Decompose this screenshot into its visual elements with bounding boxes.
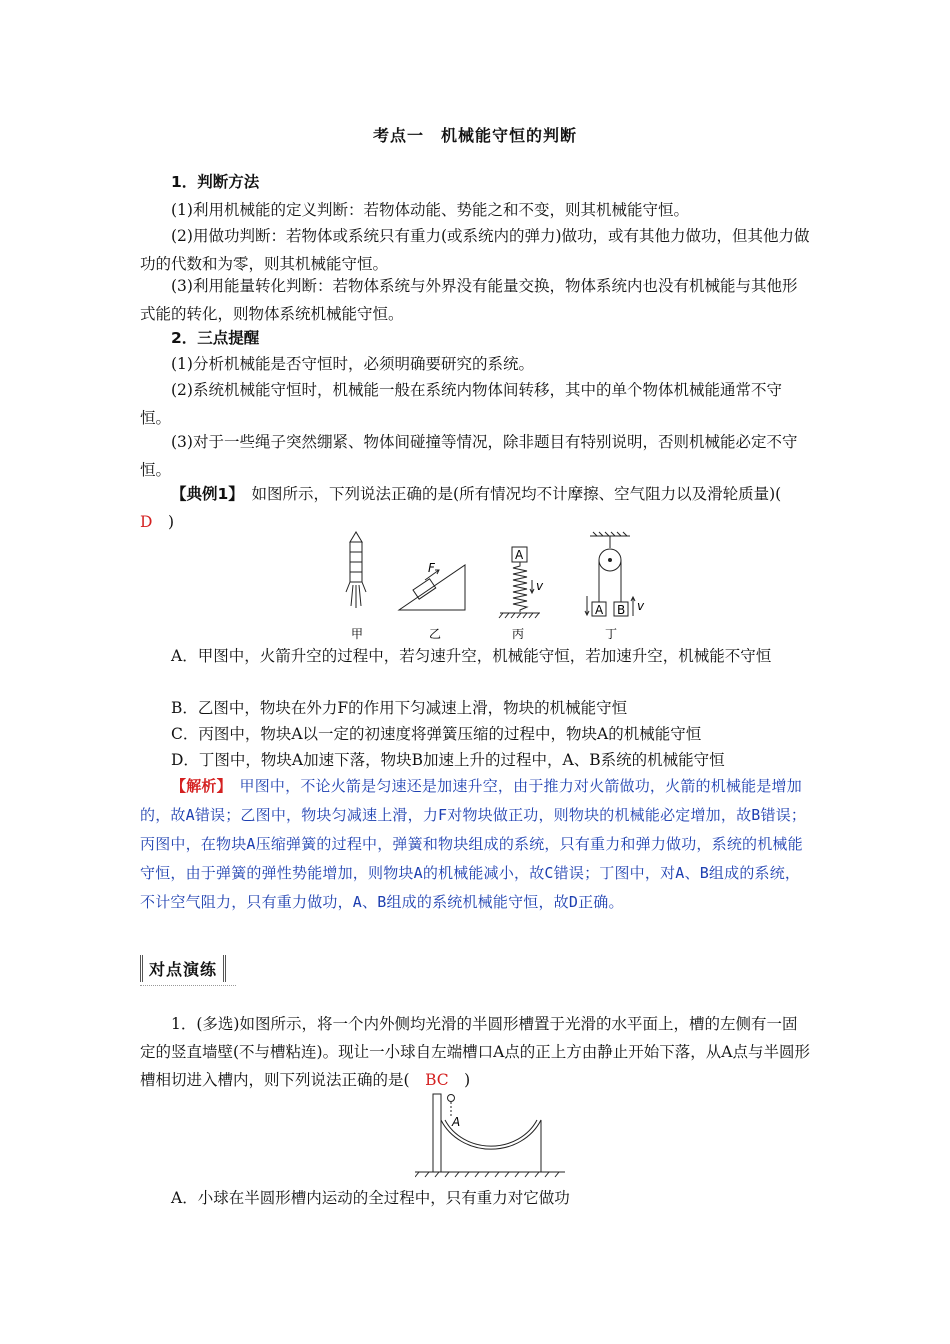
- question1-answer: BC: [425, 1071, 449, 1089]
- section2-item-1: (1)分析机械能是否守恒时，必须明确要研究的系统。: [171, 355, 534, 373]
- pulley-diagram: [585, 532, 635, 616]
- section1-heading: 1．判断方法: [171, 173, 260, 191]
- question1-figure: [415, 1090, 565, 1180]
- question1-stem: [140, 1010, 810, 1094]
- practice-divider: [140, 985, 236, 986]
- example1-tag: 【典例1】: [171, 485, 237, 503]
- example1-option-a: A．甲图中，火箭升空的过程中，若匀速升空，机械能守恒，若加速升空，机械能不守恒: [171, 647, 772, 665]
- label-velocity-spring: v: [536, 579, 544, 593]
- section1-item-3: (3)利用能量转化判断：若物体系统与外界没有能量交换，物体系统内也没有机械能与其他形式能的转化，则物体系统机械能守恒。: [140, 277, 798, 323]
- example1-close: ): [152, 513, 174, 531]
- label-block-b-pulley: B: [617, 603, 626, 617]
- section2-item-2: (2)系统机械能守恒时，机械能一般在系统内物体间转移，其中的单个物体机械能通常不守恒。: [140, 381, 782, 427]
- wall: [433, 1094, 441, 1172]
- example1-figure: [325, 530, 645, 645]
- example1-stem: [140, 480, 810, 536]
- section1-item-1: (1)利用机械能的定义判断：若物体动能、势能之和不变，则其机械能守恒。: [171, 201, 689, 219]
- label-block-a-spring: A: [515, 548, 524, 562]
- section1-item-2: (2)用做功判断：若物体或系统只有重力(或系统内的弹力)做功，或有其他力做功，但其他力做功的代数和为零，则其机械能守恒。: [140, 227, 810, 273]
- example1-answer: D: [140, 513, 153, 531]
- label-block-a-pulley: A: [595, 603, 604, 617]
- practice-heading: 对点演练: [140, 955, 226, 982]
- question1-option-a: A．小球在半圆形槽内运动的全过程中，只有重力对它做功: [171, 1189, 570, 1207]
- label-force-f: F: [428, 561, 435, 575]
- analysis-tag: 【解析】: [171, 777, 225, 795]
- ball: [448, 1095, 455, 1102]
- question1-close: ): [448, 1071, 471, 1089]
- example1-analysis: [140, 772, 810, 917]
- example1-option-c: C．丙图中，物块A以一定的初速度将弹簧压缩的过程中，物块A的机械能守恒: [171, 725, 702, 743]
- example1-option-d: D．丁图中，物块A加速下落，物块B加速上升的过程中，A、B系统的机械能守恒: [171, 751, 725, 769]
- label-velocity-pulley: v: [637, 599, 645, 613]
- page-title: 考点一 机械能守恒的判断: [372, 126, 577, 145]
- example1-stem-text: 如图所示，下列说法正确的是(所有情况均不计摩擦、空气阻力以及滑轮质量)(: [236, 485, 797, 503]
- analysis-text: 甲图中，不论火箭是匀速还是加速升空，由于推力对火箭做功，火箭的机械能是增加的，故A错误；乙图中，物块匀减速上滑，力F对物块做正功，则物块的机械能必定增加，故B错误；丙图中，在物块A压缩弹簧的过程中，弹簧和物块组成的系统，只有重力和弹力做功，系统的机械能守恒，由于弹簧的弹性势能增加，则物块A的机械能减小，故C错误；丁图中，对A、B组成的系统，不计空气阻力，只有重力做功，A、B组成的系统机械能守恒，故D正确。: [140, 777, 807, 911]
- section2-item-3: (3)对于一些绳子突然绷紧、物体间碰撞等情况，除非题目有特别说明，否则机械能必定不守恒。: [140, 433, 798, 479]
- section2-heading: 2．三点提醒: [171, 329, 260, 347]
- example1-option-b: B．乙图中，物块在外力F的作用下匀减速上滑，物块的机械能守恒: [171, 699, 628, 717]
- label-yi: 乙: [429, 627, 442, 641]
- label-bing: 丙: [512, 627, 525, 641]
- rocket-diagram: [346, 532, 366, 608]
- label-point-a: A: [452, 1115, 461, 1129]
- question1-stem-text: 1．(多选)如图所示，将一个内外侧均光滑的半圆形槽置于光滑的水平面上，槽的左侧有一固定的竖直墙壁(不与槽粘连)。现让一小球自左端槽口A点的正上方由静止开始下落，从A点与半圆形槽相切进入槽内，则下列说法正确的是(: [140, 1015, 810, 1089]
- label-jia: 甲: [351, 627, 364, 641]
- label-ding: 丁: [605, 627, 618, 641]
